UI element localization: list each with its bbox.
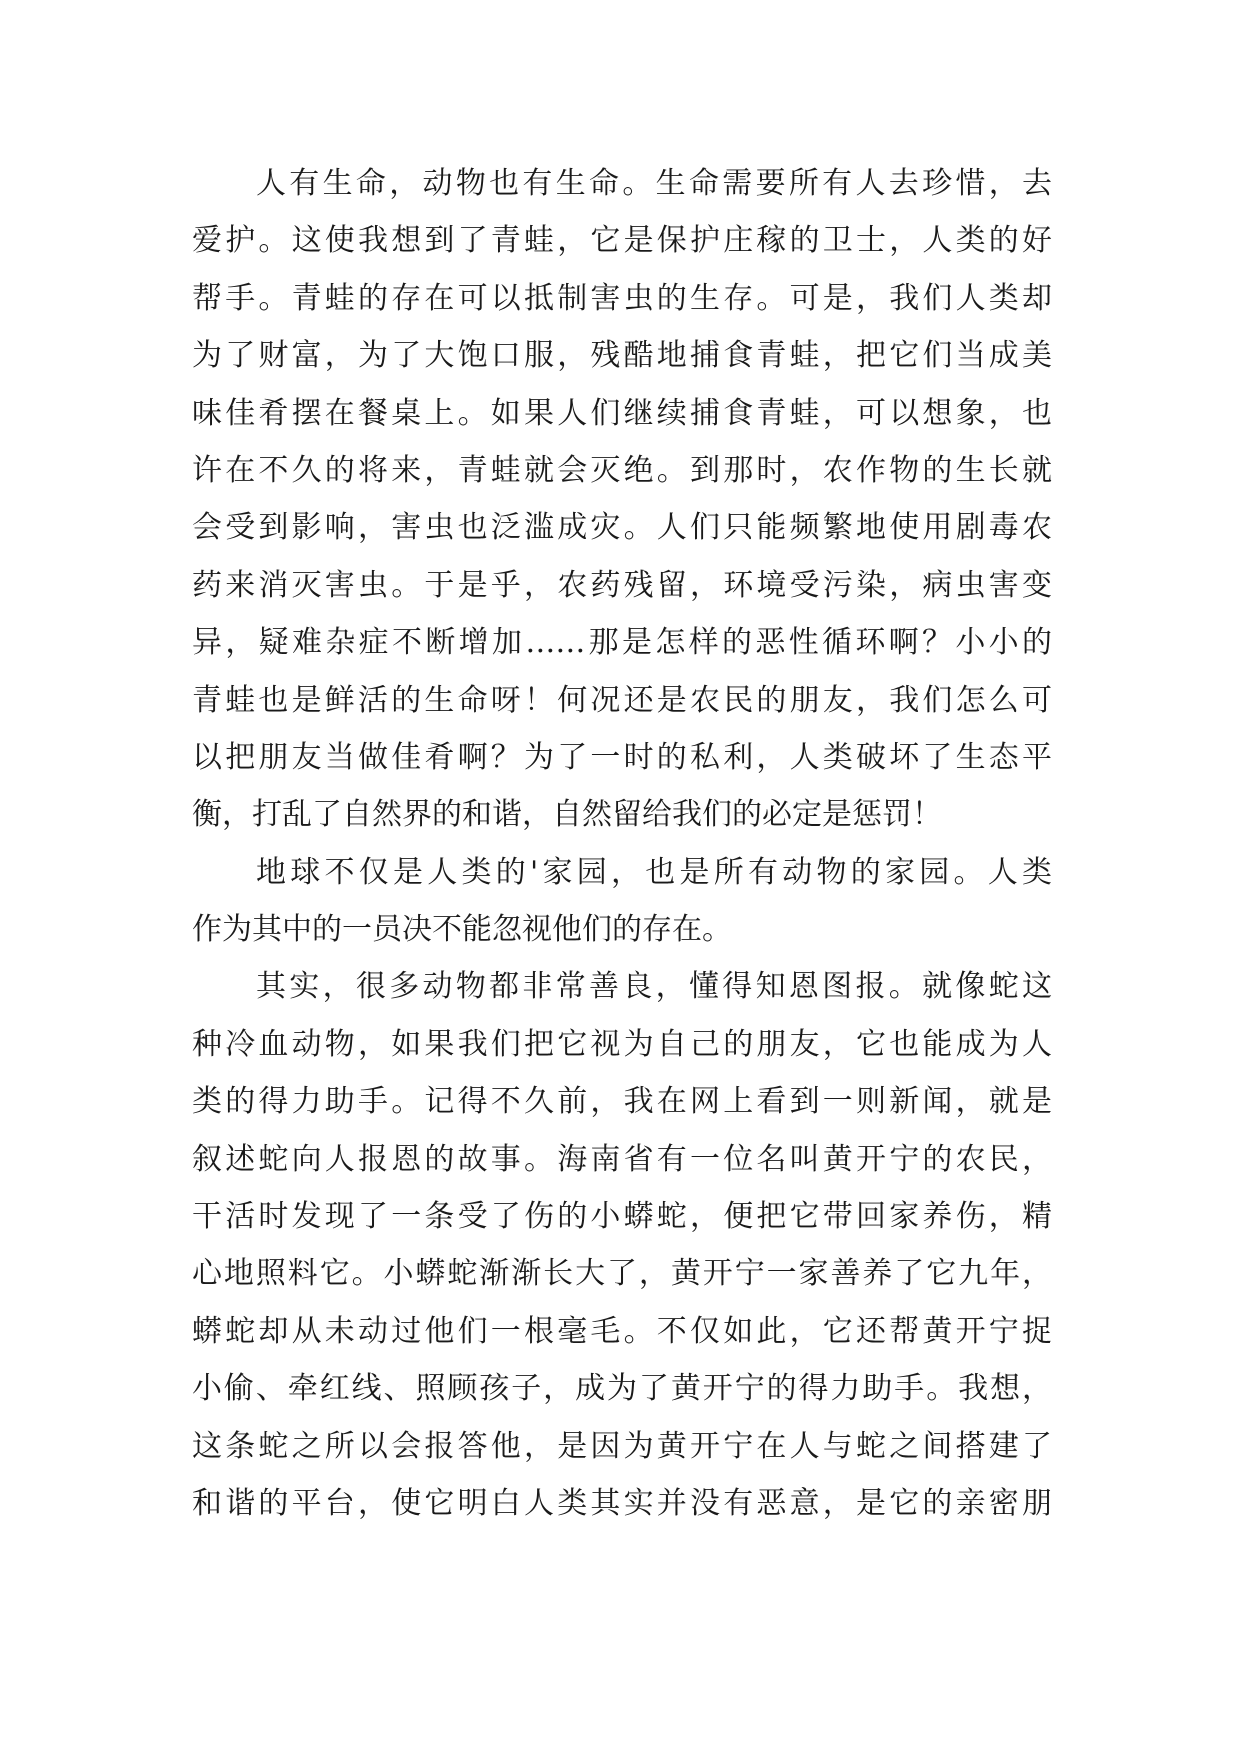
text-line: 蟒蛇却从未动过他们一根毫毛。不仅如此，它还帮黄开宁捉 [192,1313,1052,1349]
text-line: 这条蛇之所以会报答他，是因为黄开宁在人与蛇之间搭建了 [192,1428,1052,1464]
text-line: 叙述蛇向人报恩的故事。海南省有一位名叫黄开宁的农民， [192,1141,1052,1177]
text-line: 以把朋友当做佳肴啊？为了一时的私利，人类破坏了生态平 [192,739,1052,775]
text-line: 人有生命，动物也有生命。生命需要所有人去珍惜，去 [256,166,1052,201]
text-line: 药来消灭害虫。于是乎，农药残留，环境受污染，病虫害变 [192,567,1052,603]
text-line: 爱护。这使我想到了青蛙，它是保护庄稼的卫士，人类的好 [192,223,1052,259]
text-line: 地球不仅是人类的'家园，也是所有动物的家园。人类 [256,854,1052,890]
text-line: 会受到影响，害虫也泛滥成灾。人们只能频繁地使用剧毒农 [192,510,1052,546]
text-line: 作为其中的一员决不能忽视他们的存在。 [192,912,732,948]
text-line: 衡，打乱了自然界的和谐，自然留给我们的必定是惩罚！ [192,797,942,833]
text-line: 异，疑难杂症不断增加……那是怎样的恶性循环啊？小小的 [192,625,1052,661]
text-line: 小偷、牵红线、照顾孩子，成为了黄开宁的得力助手。我想， [192,1371,1052,1407]
text-line: 许在不久的将来，青蛙就会灭绝。到那时，农作物的生长就 [192,452,1052,488]
text-line: 类的得力助手。记得不久前，我在网上看到一则新闻，就是 [192,1084,1052,1120]
text-line: 和谐的平台，使它明白人类其实并没有恶意，是它的亲密朋 [192,1485,1052,1521]
text-line: 为了财富，为了大饱口服，残酷地捕食青蛙，把它们当成美 [192,338,1052,374]
document-page [192,155,1052,1532]
text-line: 帮手。青蛙的存在可以抵制害虫的生存。可是，我们人类却 [192,280,1052,316]
text-line: 种冷血动物，如果我们把它视为自己的朋友，它也能成为人 [192,1026,1052,1062]
text-line: 青蛙也是鲜活的生命呀！何况还是农民的朋友，我们怎么可 [192,682,1052,718]
text-line: 心地照料它。小蟒蛇渐渐长大了，黄开宁一家善养了它九年， [192,1256,1052,1292]
text-line: 味佳肴摆在餐桌上。如果人们继续捕食青蛙，可以想象，也 [192,395,1052,431]
text-line: 干活时发现了一条受了伤的小蟒蛇，便把它带回家养伤，精 [192,1199,1052,1235]
text-line: 其实，很多动物都非常善良，懂得知恩图报。就像蛇这 [256,969,1052,1005]
